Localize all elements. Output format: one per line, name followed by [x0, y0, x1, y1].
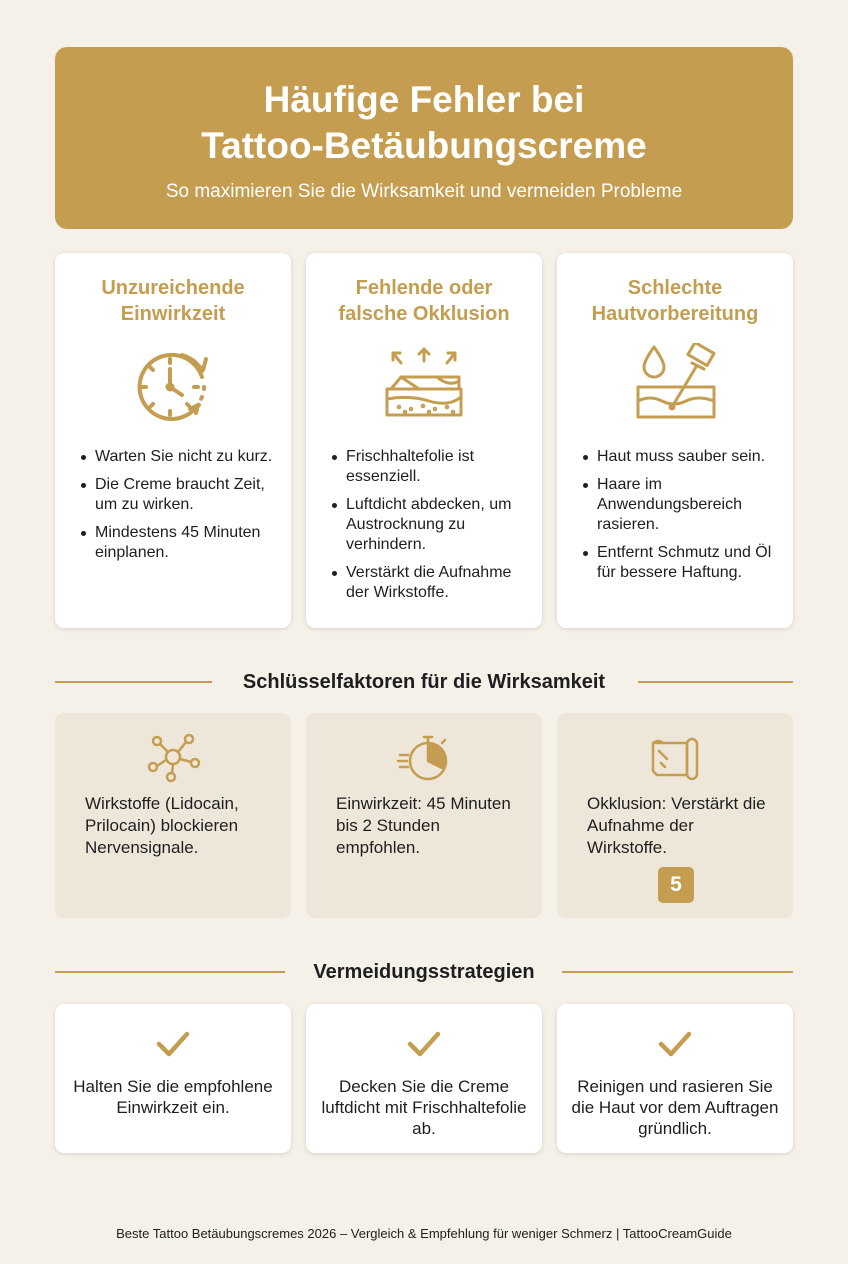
- mistake-bullet-list: [55, 447, 291, 563]
- mistake-title: [316, 275, 532, 327]
- strategy-text: Reinigen und rasieren Sie die Haut vor dem Auftragen gründlich.: [571, 1077, 779, 1138]
- checkmark-icon: [55, 1024, 291, 1064]
- checkmark-icon: [557, 1024, 793, 1064]
- occlusion-film-icon: [306, 343, 542, 429]
- footer-caption: Beste Tattoo Betäubungscremes 2026 – Vergleich & Empfehlung für weniger Schmerz | TattooCreamGuide: [116, 1226, 732, 1241]
- header-banner: [55, 47, 793, 229]
- factor-text: Okklusion: Verstärkt die Aufnahme der Wirkstoffe.: [587, 794, 766, 857]
- list-item: Haut muss sauber sein.: [597, 447, 775, 467]
- mistake-title-line-1: Fehlende oder: [355, 277, 493, 299]
- mistake-title: [567, 275, 783, 327]
- list-item: Luftdicht abdecken, um Austrocknung zu verhindern.: [346, 495, 524, 555]
- stopwatch-icon: [306, 729, 542, 785]
- strategy-card-hautvorbereitung: [557, 1004, 793, 1153]
- list-item: Warten Sie nicht zu kurz.: [95, 448, 273, 465]
- factor-text: Einwirkzeit: 45 Minuten bis 2 Stunden empfohlen.: [336, 794, 511, 857]
- list-item: Die Creme braucht Zeit, um zu wirken.: [95, 475, 273, 515]
- number-badge: 5: [658, 867, 694, 903]
- factor-card-einwirkzeit: [306, 713, 542, 918]
- divider-line-right: [562, 971, 793, 973]
- mistake-card-hautvorbereitung: [557, 253, 793, 628]
- list-item: Frischhaltefolie ist essenziell.: [346, 447, 524, 487]
- clock-icon: [55, 343, 291, 429]
- mistake-title: [65, 275, 281, 327]
- mistake-title-line-2: falsche Okklusion: [338, 303, 510, 325]
- strategies-divider: [55, 960, 793, 984]
- mistake-title-line-1: Schlechte: [627, 277, 723, 299]
- mistake-card-einwirkzeit: [55, 253, 291, 628]
- factor-text: Wirkstoffe (Lidocain, Prilocain) blockieren Nervensignale.: [85, 794, 239, 857]
- list-item: Mindestens 45 Minuten einplanen.: [95, 523, 273, 563]
- factor-card-wirkstoffe: [55, 713, 291, 918]
- title-line-1: Häufige Fehler bei: [263, 79, 585, 120]
- list-item: Verstärkt die Aufnahme der Wirkstoffe.: [346, 563, 524, 603]
- checkmark-icon: [306, 1024, 542, 1064]
- strategy-card-einwirkzeit: [55, 1004, 291, 1153]
- page-subtitle: So maximieren Sie die Wirksamkeit und vermeiden Probleme: [165, 181, 683, 202]
- list-item: Haare im Anwendungsbereich rasieren.: [597, 475, 775, 535]
- mistake-bullet-list: [306, 447, 542, 603]
- mistake-card-okklusion: [306, 253, 542, 628]
- mistake-title-line-2: Hautvorbereitung: [591, 303, 759, 325]
- mistake-title-line-2: Einwirkzeit: [120, 303, 226, 325]
- factors-heading: Schlüsselfaktoren für die Wirksamkeit: [242, 671, 606, 693]
- divider-line-right: [638, 681, 793, 683]
- title-line-2: Tattoo-Betäubungscreme: [201, 125, 647, 166]
- mistake-title-line-1: Unzureichende: [101, 277, 245, 299]
- film-roll-icon: [557, 729, 793, 785]
- factors-divider: [55, 670, 793, 694]
- factor-card-okklusion: [557, 713, 793, 918]
- razor-drop-icon: [557, 343, 793, 429]
- strategy-text: Decken Sie die Creme luftdicht mit Frischhaltefolie ab.: [321, 1077, 527, 1138]
- strategies-heading: Vermeidungsstrategien: [313, 961, 535, 983]
- strategy-card-okklusion: [306, 1004, 542, 1153]
- molecule-icon: [55, 729, 291, 785]
- list-item: Entfernt Schmutz und Öl für bessere Haftung.: [597, 543, 775, 583]
- strategy-text: Halten Sie die empfohlene Einwirkzeit ein.: [73, 1077, 273, 1117]
- mistake-bullet-list: [557, 447, 793, 583]
- page-title: [55, 47, 793, 169]
